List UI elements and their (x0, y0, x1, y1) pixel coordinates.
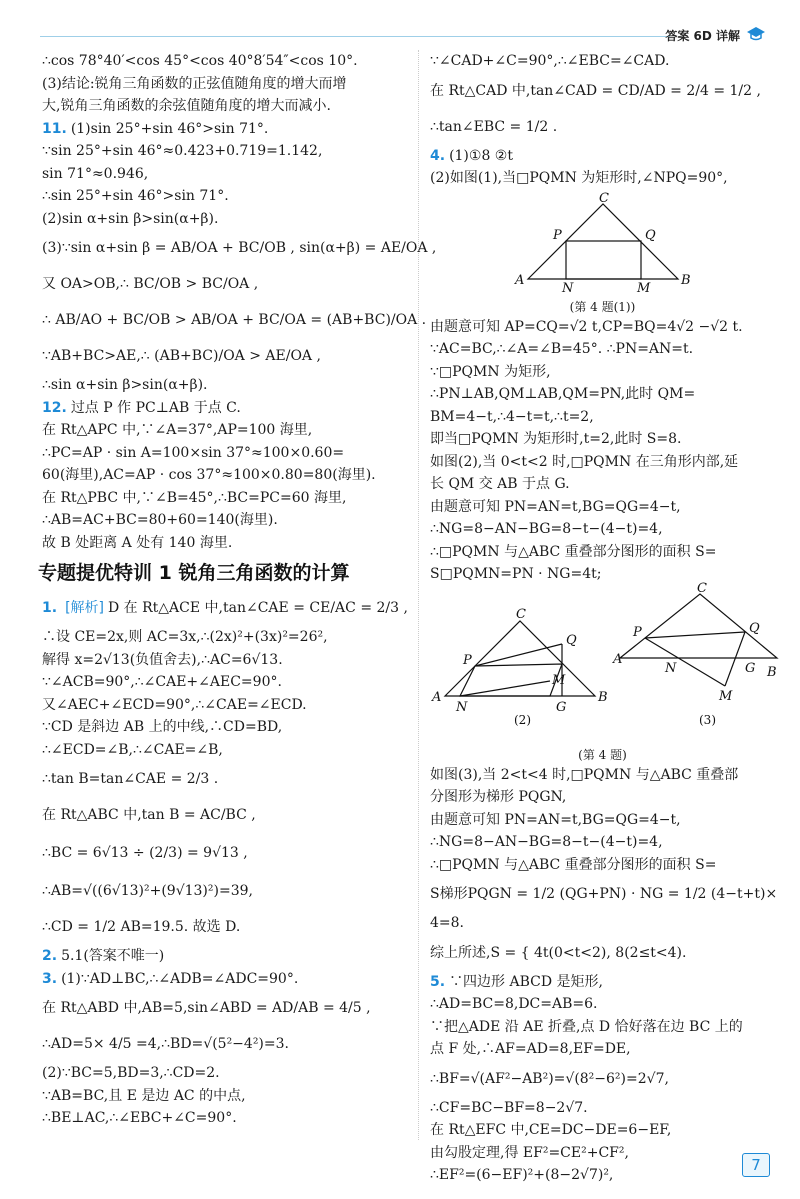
svg-text:P: P (463, 652, 472, 668)
line-text: ∴NG=8−AN−BG=8−t−(4−t)=4, (430, 521, 663, 537)
line-text: ∴CF=BC−BF=8−2√7. (430, 1099, 588, 1116)
line-text: ∵AC=BC,∴∠A=∠B=45°. ∴PN=AN=t. (430, 341, 694, 357)
line-text: ∵∠ACB=90°,∴∠CAE+∠AEC=90°. (42, 674, 282, 690)
text-line (430, 496, 775, 519)
text-line (430, 1038, 775, 1061)
text-line (430, 73, 775, 109)
line-text: 在 Rt△CAD 中,tan∠CAD = CD/AD = 2/4 = 1/2 , (430, 82, 761, 99)
svg-text:M: M (552, 672, 566, 688)
figure-4-3 (613, 580, 780, 727)
line-text: ∵sin 25°+sin 46°≈0.423+0.719=1.142, (42, 143, 323, 159)
text-line (42, 797, 407, 833)
svg-text:A: A (613, 651, 623, 667)
line-text: 解得 x=2√13(负值舍去),∴AC=6√13. (42, 651, 283, 668)
question-number: 1. (42, 600, 58, 616)
text-line (42, 442, 407, 465)
line-text: ∴sin α+sin β>sin(α+β). (42, 377, 208, 393)
svg-text:C: C (516, 606, 526, 622)
line-text: 在 Rt△PBC 中,∵∠B=45°,∴BC=PC=60 海里, (42, 489, 347, 506)
line-text: ∴PC=AP · sin A=100×sin 37°≈100×0.60= (42, 444, 345, 461)
text-line (430, 876, 778, 912)
text-line (42, 397, 407, 420)
line-text: ∴tan B=tan∠CAE = 2/3 . (42, 771, 219, 787)
text-line (42, 266, 407, 302)
line-text: 大,锐角三角函数的余弦值随角度的增大而减小. (42, 98, 331, 114)
text-line (42, 464, 407, 487)
line-text: ∵把△ADE 沿 AE 折叠,点 D 恰好落在边 BC 上的 (430, 1018, 743, 1035)
line-text: ∵□PQMN 为矩形, (430, 363, 551, 380)
text-line (42, 338, 407, 374)
line-text: ∴sin 25°+sin 46°>sin 71°. (42, 188, 229, 204)
line-text: 故 B 处距离 A 处有 140 海里. (42, 534, 233, 551)
svg-text:G: G (556, 699, 567, 715)
figure-4-2 (430, 586, 610, 726)
text-line (430, 764, 775, 787)
text-line (430, 1097, 775, 1120)
svg-text:C: C (697, 580, 707, 596)
header-title: 答案 6D 详解 (665, 29, 740, 43)
line-text: ∴BF=√(AF²−AB²)=√(8²−6²)=2√7, (430, 1070, 669, 1087)
line-text: (2)∵BC=5,BD=3,∴CD=2. (42, 1065, 220, 1081)
svg-text:C: C (598, 190, 609, 206)
svg-text:G: G (745, 660, 756, 676)
line-text: ∴NG=8−AN−BG=8−t−(4−t)=4, (430, 834, 663, 850)
text-line (430, 786, 775, 809)
line-text: sin 71°≈0.946, (42, 165, 149, 182)
text-line (430, 831, 775, 854)
line-text: 过点 P 作 PC⊥AB 于点 C. (70, 399, 241, 416)
line-text: (1)①8 ②t (449, 147, 513, 164)
text-line (42, 118, 407, 141)
text-line (430, 518, 775, 541)
text-line (430, 1119, 775, 1142)
line-text: ∴AD=5× 4/5 =4,∴BD=√(5²−4²)=3. (42, 1036, 289, 1052)
page-header (40, 26, 770, 46)
text-line (42, 716, 407, 739)
text-line (42, 374, 407, 397)
line-text: S梯形PQGN = 1/2 (QG+PN) · NG = 1/2 (4−t+t)× (430, 886, 778, 902)
figure-4-3-label: (3) (699, 712, 716, 727)
text-line (430, 1142, 775, 1165)
text-line (430, 361, 775, 384)
line-text: ∴BE⊥AC,∴∠EBC+∠C=90°. (42, 1110, 237, 1126)
text-line (42, 163, 407, 186)
line-text: ∴AB=√((6√13)²+(9√13)²)=39, (42, 883, 253, 899)
text-line (42, 1026, 407, 1062)
text-line (430, 854, 775, 877)
line-text: 分图形为梯形 PQGN, (430, 789, 567, 805)
column-divider (418, 50, 419, 1140)
line-text: ∴cos 78°40′<cos 45°<cos 40°8′54″<cos 10°. (42, 53, 358, 69)
text-line (42, 1062, 407, 1085)
text-line (42, 1085, 407, 1108)
left-block-2 (42, 590, 407, 1130)
line-text: ∴EF²=(6−EF)²+(8−2√7)², (430, 1167, 614, 1183)
question-number: 3. (42, 970, 58, 987)
line-text: 在 Rt△APC 中,∵∠A=37°,AP=100 海里, (42, 422, 313, 438)
text-line (42, 761, 407, 797)
line-text: (2)如图(1),当□PQMN 为矩形时,∠NPQ=90°, (430, 170, 728, 186)
text-line (430, 145, 775, 168)
line-text: 由题意可知 AP=CQ=√2 t,CP=BQ=4√2 −√2 t. (430, 318, 743, 335)
line-text: 由题意可知 PN=AN=t,BG=QG=4−t, (430, 811, 681, 828)
text-line (42, 419, 407, 442)
line-text: 如图(3),当 2<t<4 时,□PQMN 与△ABC 重叠部 (430, 766, 739, 783)
line-text: ∵AB+BC>AE,∴ (AB+BC)/OA > AE/OA , (42, 348, 321, 364)
line-text: 又∠AEC+∠ECD=90°,∴∠CAE=∠ECD. (42, 696, 307, 713)
line-text: 即当□PQMN 为矩形时,t=2,此时 S=8. (430, 431, 682, 447)
text-line (42, 230, 437, 266)
text-line (430, 563, 775, 586)
line-text: ∵四边形 ABCD 是矩形, (449, 973, 604, 990)
svg-text:N: N (456, 699, 468, 715)
svg-text:Q: Q (749, 620, 760, 636)
analysis-tag: [解析] (65, 600, 104, 616)
line-text: BM=4−t,∴4−t=t,∴t=2, (430, 408, 594, 425)
line-text: ∴□PQMN 与△ABC 重叠部分图形的面积 S= (430, 856, 717, 873)
figures-4-2-3 (430, 580, 777, 746)
svg-text:A: A (432, 689, 442, 705)
line-text: (3)∵sin α+sin β = AB/OA + BC/OB , sin(α+β) = AE/OA , (42, 240, 437, 256)
text-line (430, 912, 775, 935)
line-text: ∵AB=BC,且 E 是边 AC 的中点, (42, 1087, 246, 1104)
text-line (430, 809, 775, 832)
line-text: S□PQMN=PN · NG=4t; (430, 566, 602, 582)
text-line (430, 406, 775, 429)
text-line (42, 50, 407, 73)
text-line (42, 694, 407, 717)
right-block-3 (430, 764, 778, 1187)
svg-text:B: B (767, 664, 777, 680)
text-line (42, 95, 407, 118)
text-line (42, 1107, 407, 1130)
right-block-1 (430, 50, 775, 190)
text-line (430, 383, 775, 406)
svg-text:B: B (598, 689, 608, 705)
svg-text:B: B (680, 272, 691, 288)
line-text: 5.1(答案不唯一) (61, 948, 165, 964)
line-text: 60(海里),AC=AP · cos 37°≈100×0.80=80(海里). (42, 467, 376, 483)
left-column (38, 50, 437, 1130)
line-text: 长 QM 交 AB 于点 G. (430, 476, 570, 492)
text-line (42, 140, 407, 163)
line-text: ∴CD = 1/2 AB=19.5. 故选 D. (42, 919, 241, 935)
text-line (42, 833, 407, 873)
line-text: 综上所述,S = { 4t(0<t<2), 8(2≤t<4). (430, 944, 687, 961)
line-text: ∵∠CAD+∠C=90°,∴∠EBC=∠CAD. (430, 53, 670, 69)
line-text: (1)∵AD⊥BC,∴∠ADB=∠ADC=90°. (61, 970, 299, 987)
question-number: 12. (42, 399, 67, 416)
svg-text:A: A (514, 272, 524, 288)
figure-4-2-label: (2) (514, 712, 531, 727)
line-text: 点 F 处,∴AF=AD=8,EF=DE, (430, 1041, 631, 1057)
text-line (430, 428, 775, 451)
text-line (42, 968, 407, 991)
line-text: 由勾股定理,得 EF²=CE²+CF², (430, 1144, 629, 1161)
line-text: ∴PN⊥AB,QM⊥AB,QM=PN,此时 QM= (430, 386, 696, 402)
text-line (430, 473, 775, 496)
line-text: (2)sin α+sin β>sin(α+β). (42, 210, 219, 227)
text-line (430, 109, 775, 145)
line-text: ∵CD 是斜边 AB 上的中线,∴CD=BD, (42, 719, 283, 735)
line-text: 又 OA>OB,∴ BC/OB > BC/OA , (42, 276, 259, 292)
line-text: 在 Rt△ABC 中,tan B = AC/BC , (42, 807, 256, 823)
text-line (42, 185, 407, 208)
line-text: ∴设 CE=2x,则 AC=3x,∴(2x)²+(3x)²=26², (42, 629, 328, 645)
line-text: 在 Rt△ABD 中,AB=5,sin∠ABD = AD/AB = 4/5 , (42, 1000, 371, 1016)
svg-text:P: P (552, 227, 562, 243)
figure-4-1 (513, 190, 693, 296)
text-line (430, 167, 775, 190)
text-line (42, 649, 407, 672)
right-column (430, 50, 778, 1187)
page-number: 7 (742, 1153, 770, 1177)
text-line (430, 935, 775, 971)
svg-text:M: M (719, 688, 733, 704)
line-text: ∴∠ECD=∠B,∴∠CAE=∠B, (42, 741, 223, 758)
line-text: ∴AD=BC=8,DC=AB=6. (430, 996, 598, 1012)
line-text: 4=8. (430, 915, 464, 931)
line-text: ∴ AB/AO + BC/OB > AB/OA + BC/OA = (AB+BC)/OA . (42, 312, 427, 328)
question-number: 11. (42, 120, 67, 137)
header-rule (40, 36, 670, 37)
graduation-cap-icon (746, 26, 766, 42)
svg-text:M: M (636, 280, 650, 296)
text-line (430, 993, 775, 1016)
text-line (430, 541, 775, 564)
figure-4-1-caption: (第 4 题(1)) (569, 299, 636, 314)
line-text: ∴tan∠EBC = 1/2 . (430, 118, 558, 135)
line-text: 由题意可知 PN=AN=t,BG=QG=4−t, (430, 498, 681, 515)
line-text: (3)结论:锐角三角函数的正弦值随角度的增大而增 (42, 75, 347, 92)
text-line (430, 316, 775, 339)
line-text: (1)sin 25°+sin 46°>sin 71°. (70, 120, 269, 137)
svg-text:Q: Q (566, 632, 577, 648)
text-line (430, 971, 775, 994)
question-number: 4. (430, 147, 446, 164)
svg-text:Q: Q (644, 227, 656, 243)
line-text: 如图(2),当 0<t<2 时,□PQMN 在三角形内部,延 (430, 453, 739, 470)
text-line (42, 208, 407, 231)
line-text: D 在 Rt△ACE 中,tan∠CAE = CE/AC = 2/3 , (108, 600, 408, 616)
figure-4-caption: (第 4 题) (578, 747, 627, 762)
text-line (42, 909, 407, 945)
text-line (430, 50, 775, 73)
text-line (42, 73, 407, 96)
line-text: ∴AB=AC+BC=80+60=140(海里). (42, 512, 278, 528)
line-text: ∴□PQMN 与△ABC 重叠部分图形的面积 S= (430, 543, 717, 560)
text-line (42, 509, 407, 532)
line-text: 在 Rt△EFC 中,CE=DC−DE=6−EF, (430, 1122, 672, 1138)
text-line (42, 671, 407, 694)
text-line (430, 451, 775, 474)
left-block-1 (42, 50, 437, 554)
text-line (42, 532, 407, 555)
text-line (430, 1016, 775, 1039)
question-number: 5. (430, 973, 446, 990)
section-title: 专题提优特训 1 锐角三角函数的计算 (38, 562, 350, 584)
text-line (42, 302, 427, 338)
text-line (430, 1061, 775, 1097)
text-line (42, 590, 407, 626)
right-block-2 (430, 316, 775, 586)
line-text: ∴BC = 6√13 ÷ (2/3) = 9√13 , (42, 845, 248, 861)
text-line (42, 626, 407, 649)
text-line (430, 338, 775, 361)
text-line (42, 873, 407, 909)
svg-text:N: N (665, 660, 677, 676)
text-line (42, 945, 407, 968)
text-line (42, 990, 407, 1026)
question-number: 2. (42, 948, 58, 964)
svg-text:N: N (561, 280, 573, 296)
text-line (430, 1164, 775, 1187)
text-line (42, 487, 407, 510)
text-line (42, 739, 407, 762)
svg-text:P: P (633, 624, 642, 640)
